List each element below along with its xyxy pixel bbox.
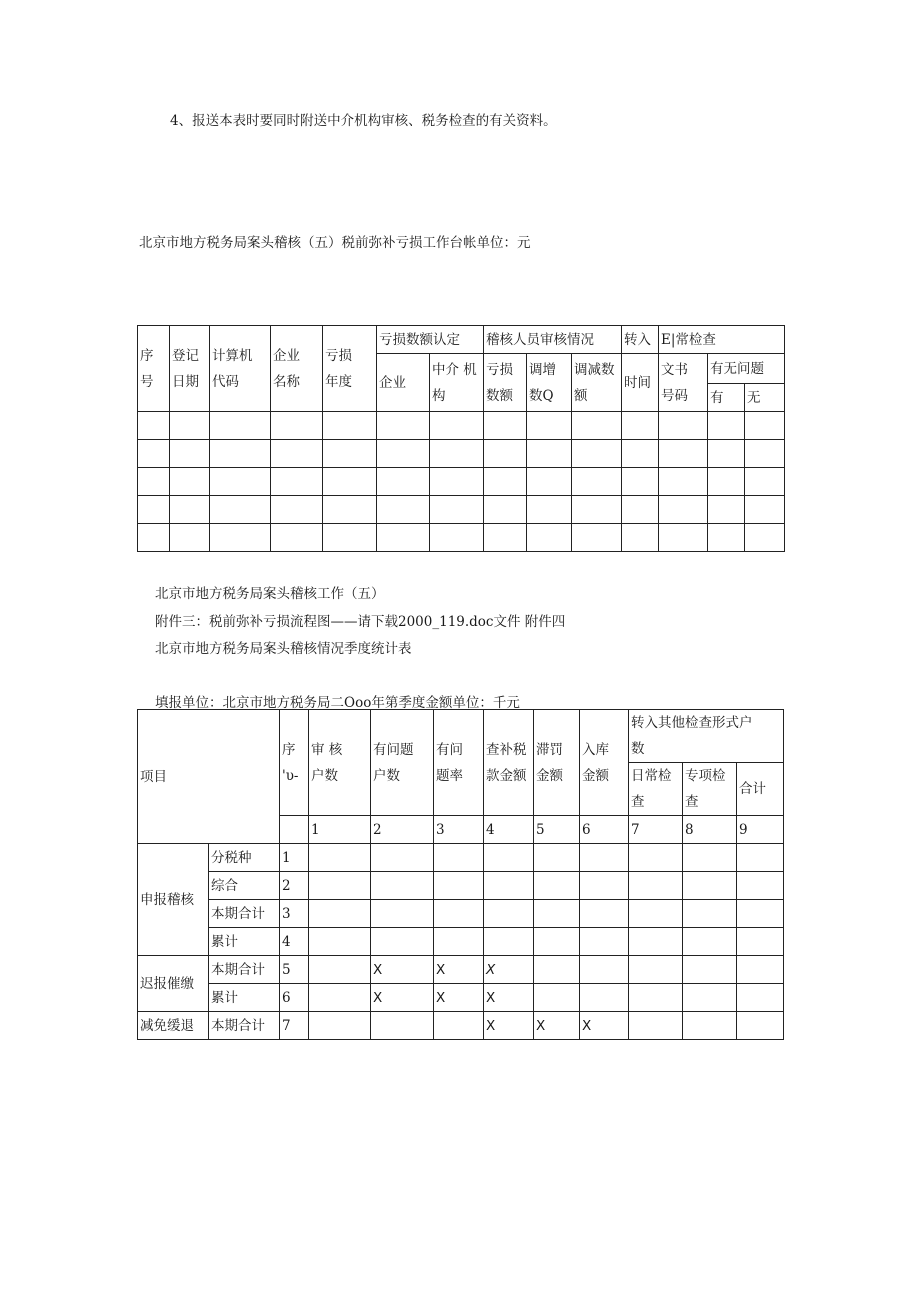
stats-group-late-report: 迟报催缴 [138, 956, 209, 1012]
stats-group-declare-audit: 申报稽核 [138, 844, 209, 956]
stats-row-num: 5 [280, 956, 309, 984]
stats-col-num: 2 [371, 816, 434, 844]
stats-header-rate: 有问 题率 [434, 710, 484, 816]
stats-row-num: 3 [280, 900, 309, 928]
stats-mark-x: X [371, 984, 434, 1012]
ledger-table [137, 325, 785, 552]
stats-header-special: 专项检 查 [683, 763, 737, 816]
stats-row-num: 6 [280, 984, 309, 1012]
ledger-header-review-loss: 亏损 数额 [484, 354, 527, 412]
stats-header-transfer: 转入其他检查形式户 数 [629, 710, 784, 763]
stats-mark-x: X [371, 956, 434, 984]
ledger-title: 北京市地方税务局案头稽核（五）税前弥补亏损工作台帐单位：元 [139, 235, 531, 251]
para-stats-title: 北京市地方税务局案头稽核情况季度统计表 [155, 641, 412, 657]
stats-col-num: 6 [580, 816, 629, 844]
note-4: 4、报送本表时要同时附送中介机构审核、税务检查的有关资料。 [170, 113, 557, 129]
stats-row-num: 4 [280, 928, 309, 956]
ledger-header-transfer-time: 时间 [622, 354, 659, 412]
stats-mark-x: X [484, 1012, 534, 1040]
ledger-row [138, 468, 785, 496]
stats-col-num: 9 [737, 816, 784, 844]
ledger-header-doc-number: 文书 号码 [659, 354, 708, 412]
stats-col-num: 3 [434, 816, 484, 844]
para-audit-work: 北京市地方税务局案头稽核工作（五） [155, 586, 385, 602]
stats-mark-x: X [534, 1012, 580, 1040]
ledger-row [138, 440, 785, 468]
fill-unit: 填报单位：北京市地方税务局二Ooo年第季度金额单位：千元 [155, 695, 520, 711]
ledger-header-confirm-agency: 中介 机 构 [430, 354, 484, 412]
ledger-row [138, 524, 785, 552]
stats-row-label: 累计 [209, 984, 280, 1012]
ledger-header-confirm-group: 亏损数额认定 [377, 326, 484, 354]
stats-header-stock: 入库 金额 [580, 710, 629, 816]
stats-mark-x: X [484, 984, 534, 1012]
stats-col-num: 4 [484, 816, 534, 844]
stats-col-num: 5 [534, 816, 580, 844]
stats-mark-x: X [434, 956, 484, 984]
stats-row-num: 2 [280, 872, 309, 900]
stats-row-num: 1 [280, 844, 309, 872]
stats-header-fine: 滞罚 金额 [534, 710, 580, 816]
ledger-header-problem-yes: 有 [708, 384, 745, 412]
ledger-header-code: 计算机 代码 [210, 326, 271, 412]
ledger-header-seq: 序 号 [138, 326, 170, 412]
stats-mark-x: X [580, 1012, 629, 1040]
ledger-header-reg-date: 登记 日期 [170, 326, 210, 412]
stats-row-label: 分税种 [209, 844, 280, 872]
ledger-header-confirm-company: 企业 [377, 354, 430, 412]
ledger-header-loss-year: 亏损 年度 [323, 326, 377, 412]
stats-row-num: 7 [280, 1012, 309, 1040]
stats-mark-x: X [434, 984, 484, 1012]
stats-mark-x: X [484, 956, 534, 984]
stats-header-tax: 查补税 款金额 [484, 710, 534, 816]
stats-header-audit: 审 核 户数 [309, 710, 371, 816]
stats-row-label: 综合 [209, 872, 280, 900]
ledger-header-company-name: 企业 名称 [271, 326, 323, 412]
stats-header-problem: 有问题 户数 [371, 710, 434, 816]
ledger-header-transfer-group: 转入 [622, 326, 659, 354]
stats-header-item: 项目 [138, 710, 280, 844]
ledger-header-review-group: 稽核人员审核情况 [484, 326, 622, 354]
para-attachment: 附件三：税前弥补亏损流程图——请下载2000_119.doc文件 附件四 [155, 614, 566, 630]
stats-col-num: 1 [309, 816, 371, 844]
ledger-header-review-decrease: 调减数 额 [572, 354, 622, 412]
stats-header-daily: 日常检 查 [629, 763, 683, 816]
ledger-header-problem-no: 无 [745, 384, 785, 412]
stats-row-label: 累计 [209, 928, 280, 956]
stats-row-label: 本期合计 [209, 956, 280, 984]
stats-col-num: 8 [683, 816, 737, 844]
ledger-row [138, 496, 785, 524]
stats-table [137, 709, 784, 1040]
stats-header-total: 合计 [737, 763, 784, 816]
ledger-header-problem-group: 有无问题 [708, 354, 785, 384]
ledger-header-review-increase: 调增 数Q [527, 354, 572, 412]
ledger-header-daily-group: Ε|常检查 [659, 326, 785, 354]
stats-header-seq: 序 'υ- [280, 710, 309, 816]
stats-row-label: 本期合计 [209, 1012, 280, 1040]
stats-group-reduction: 减免缓退 [138, 1012, 209, 1040]
ledger-row [138, 412, 785, 440]
stats-col-num: 7 [629, 816, 683, 844]
stats-row-label: 本期合计 [209, 900, 280, 928]
